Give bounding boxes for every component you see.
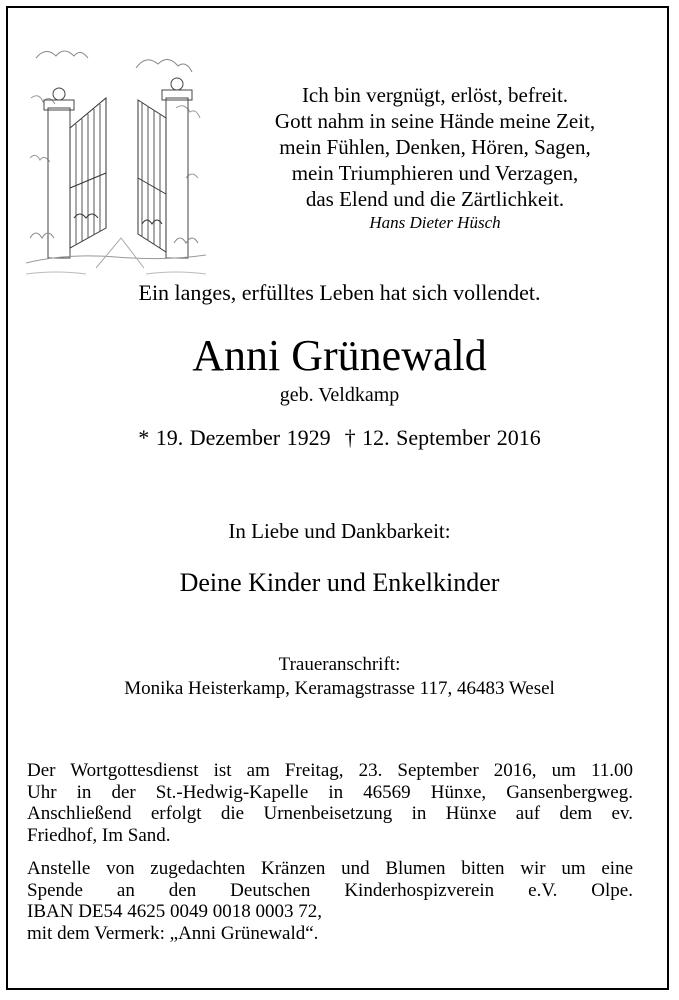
address-label: Traueranschrift:: [278, 654, 401, 675]
service-line: Der Wortgottesdienst ist am Freitag, 23. September 2016, um 11.00: [27, 760, 633, 781]
thanks-text: In Liebe und Dankbarkeit:: [228, 519, 451, 543]
poem-line: Gott nahm in seine Hände meine Zeit,: [274, 109, 596, 133]
poem-line: mein Fühlen, Denken, Hören, Sagen,: [279, 135, 591, 159]
donation-paragraph: [27, 858, 633, 944]
poem: [240, 82, 630, 212]
death-date: † 12. September 2016: [344, 425, 541, 450]
donation-line: IBAN DE54 4625 0049 0018 0003 72,: [27, 901, 323, 922]
garden-gate-illustration: [26, 38, 206, 278]
service-line: Anschließend erfolgt die Urnenbeisetzung in Hünxe auf dem ev.: [27, 803, 633, 824]
poem-author: Hans Dieter Hüsch: [369, 213, 501, 232]
birth-date: * 19. Dezember 1929: [138, 425, 331, 450]
mourning-address: Monika Heisterkamp, Keramagstrasse 117, 46483 Wesel: [124, 678, 555, 699]
family-signature: Deine Kinder und Enkelkinder: [179, 568, 500, 597]
birth-name: geb. Veldkamp: [279, 384, 400, 406]
donation-line: mit dem Vermerk: „Anni Grünewald“.: [27, 922, 319, 944]
intro-text: Ein langes, erfülltes Leben hat sich vollendet.: [138, 280, 541, 305]
donation-line: Anstelle von zugedachten Kränzen und Blumen bitten wir um eine: [27, 858, 633, 879]
deceased-name: Anni Grünewald: [192, 331, 487, 380]
life-dates: [0, 425, 679, 451]
service-line: Friedhof, Im Sand.: [27, 824, 171, 846]
service-paragraph: [27, 760, 633, 846]
service-line: Uhr in der St.-Hedwig-Kapelle in 46569 Hünxe, Gansenbergweg.: [27, 781, 633, 803]
poem-line: das Elend und die Zärtlichkeit.: [305, 187, 565, 211]
poem-line: mein Triumphieren und Verzagen,: [291, 161, 579, 185]
donation-line: Spende an den Deutschen Kinderhospizverein e.V. Olpe.: [27, 879, 633, 901]
poem-line: Ich bin vergnügt, erlöst, befreit.: [301, 83, 569, 107]
